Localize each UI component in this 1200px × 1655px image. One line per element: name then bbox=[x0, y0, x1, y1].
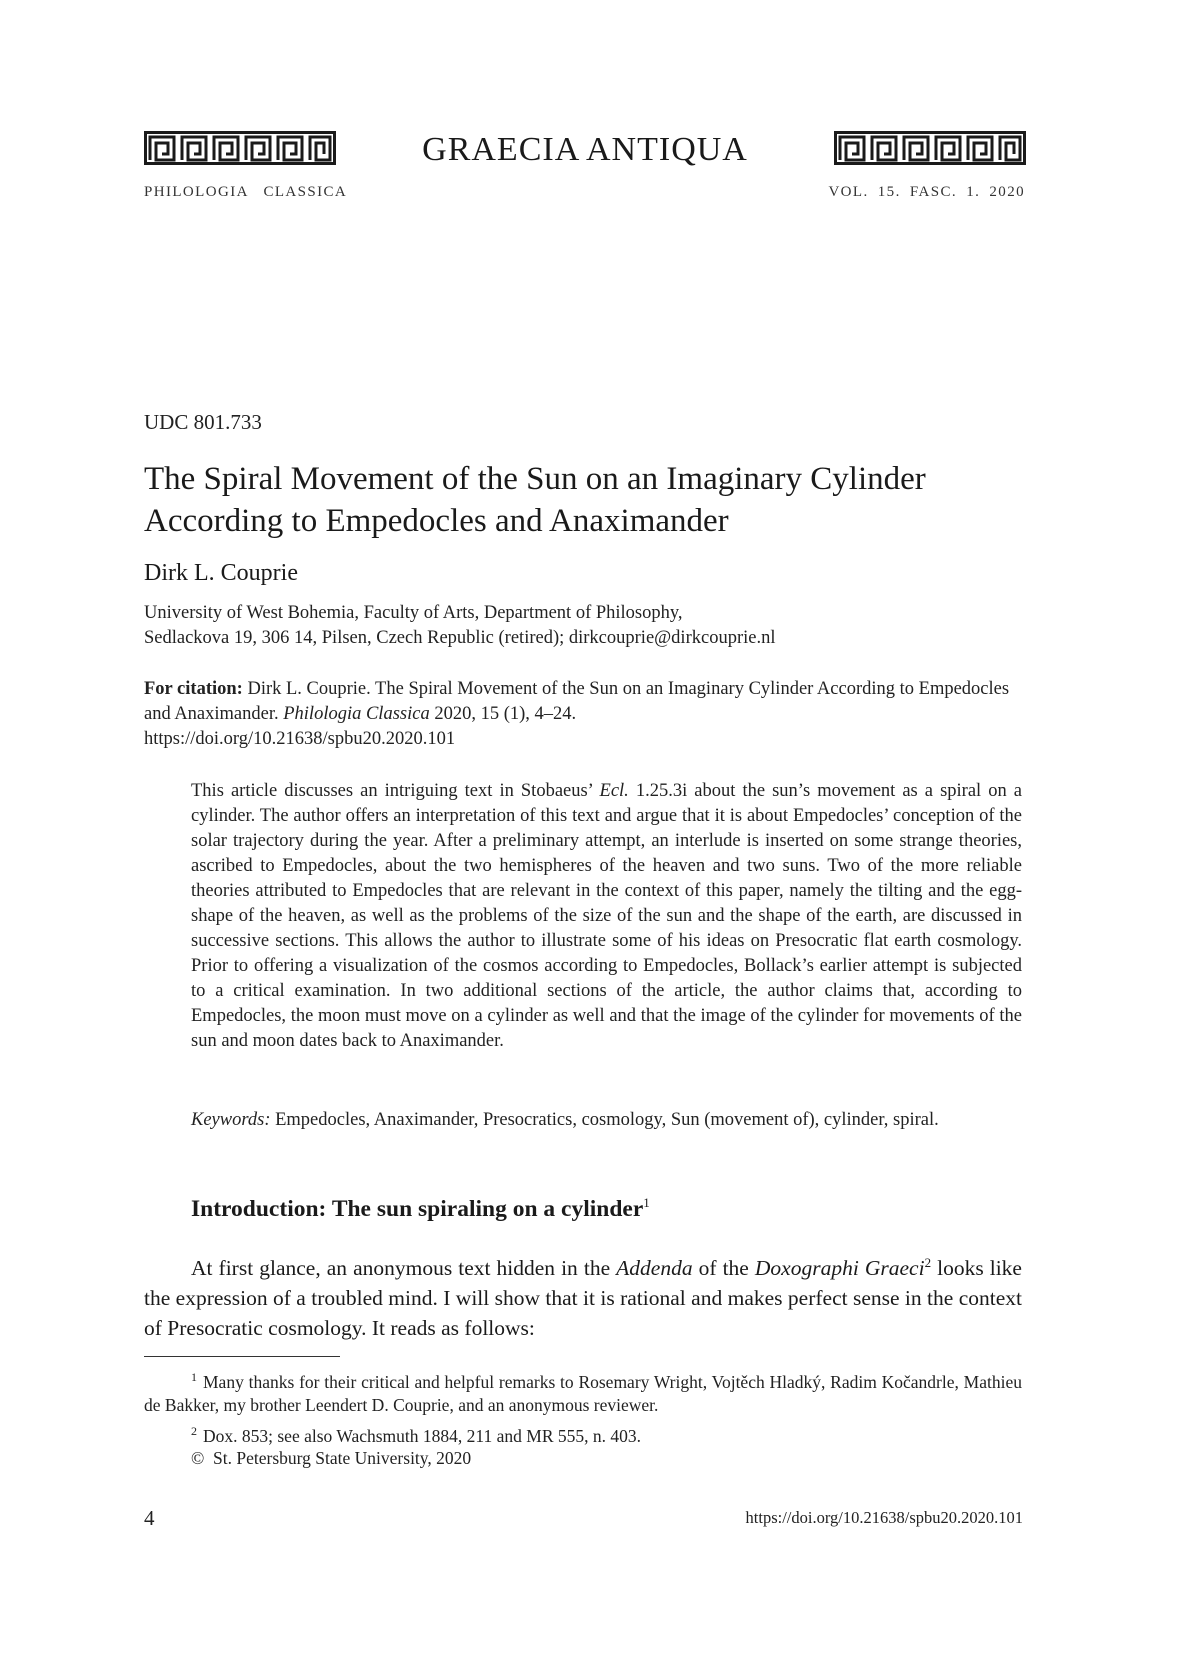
section-heading bbox=[191, 1195, 650, 1223]
footnote-ref-2[interactable]: 2 bbox=[924, 1255, 932, 1270]
journal-title: GRAECIA ANTIQUA bbox=[422, 131, 748, 168]
page-number: 4 bbox=[144, 1506, 155, 1530]
article-title bbox=[144, 458, 1044, 542]
copyright-notice: © St. Petersburg State University, 2020 bbox=[191, 1448, 472, 1468]
footnotes bbox=[144, 1366, 1022, 1450]
greek-key-meander-icon bbox=[834, 131, 1026, 165]
abstract-text-start: This article discusses an intriguing text in Stobaeus’ bbox=[191, 781, 600, 801]
keywords-text: Empedocles, Anaximander, Presocratics, cosmology, Sun (movement of), cylinder, spiral. bbox=[270, 1110, 939, 1130]
body-text-3: looks like the expression of a troubled mind. I will show that it is rational and makes perfect sense in the context of Presocratic cosmology. It reads as follows: bbox=[144, 1256, 1022, 1341]
keywords-label: Keywords: bbox=[191, 1110, 271, 1130]
affiliation-line-1: University of West Bohemia, Faculty of Arts, Department of Philosophy, bbox=[144, 603, 683, 623]
citation-text: Dirk L. Couprie. The Spiral Movement of the Sun on an Imaginary Cylinder According to Empedocles and Anaximander. bbox=[144, 679, 1010, 724]
body-text-1: At first glance, an anonymous text hidden in the bbox=[191, 1256, 617, 1281]
abstract-text-rest: 1.25.3i about the sun’s movement as a spiral on a cylinder. The author offers an interpretation of this text and argue that it is about Empedocles’ conception of the solar trajectory during the year. After a preliminary attempt, an interlude is inserted on some strange theories, ascribed to Empedocles, about the two hemispheres of the heaven and two suns. Two of the more reliable theories attributed to Empedocles that are relevant in the context of this paper, namely the tilting and the egg-shape of the heaven, as well as the problems of the size of the sun and the shape of the earth, are discussed in successive sections. This allows the author to illustrate some of his ideas on Presocratic flat earth cosmology. Prior to offering a visualization of the cosmos according to Empedocles, Bollack’s earlier attempt is subjected to a critical examination. In two additional sections of the article, the author claims that, according to Empedocles, the moon must move on a cylinder as well and that the image of the cylinder for movements of the sun and moon dates back to Anaximander. bbox=[191, 781, 1022, 1051]
body-paragraph bbox=[144, 1248, 1022, 1343]
series-label: PHILOLOGIA CLASSICA bbox=[144, 184, 348, 200]
section-heading-text: Introduction: The sun spiraling on a cylinder bbox=[191, 1195, 644, 1222]
affiliation-line-2: Sedlackova 19, 306 14, Pilsen, Czech Republic (retired); dirkcouprie@dirkcouprie.nl bbox=[144, 628, 776, 648]
author-affiliation bbox=[144, 601, 1024, 651]
body-italic-addenda: Addenda bbox=[616, 1256, 693, 1281]
footnote-2 bbox=[144, 1420, 1022, 1448]
article-title-line-2: According to Empedocles and Anaximander bbox=[144, 503, 729, 539]
footnote-divider bbox=[144, 1356, 340, 1357]
body-text-2: of the bbox=[692, 1256, 755, 1281]
greek-key-meander-icon bbox=[144, 131, 336, 165]
footnote-text: Dox. 853; see also Wachsmuth 1884, 211 and MR 555, n. 403. bbox=[203, 1425, 642, 1446]
citation-doi-link[interactable]: https://doi.org/10.21638/spbu20.2020.101 bbox=[144, 729, 456, 749]
article-title-line-1: The Spiral Movement of the Sun on an Imaginary Cylinder bbox=[144, 461, 926, 497]
keywords bbox=[191, 1108, 1022, 1133]
author-name: Dirk L. Couprie bbox=[144, 560, 298, 586]
citation-label: For citation: bbox=[144, 679, 243, 699]
footnote-text: Many thanks for their critical and helpful remarks to Rosemary Wright, Vojtěch Hladký, Radim Kočandrle, Mathieu de Bakker, my brother Leendert D. Couprie, and an anonymous reviewer. bbox=[144, 1371, 1022, 1416]
footnote-number: 2 bbox=[191, 1423, 197, 1438]
body-italic-doxographi: Doxographi Graeci bbox=[754, 1256, 925, 1281]
volume-label: VOL. 15. FASC. 1. 2020 bbox=[828, 184, 1025, 200]
citation-details: 2020, 15 (1), 4–24. bbox=[429, 704, 577, 724]
footer-doi-link[interactable]: https://doi.org/10.21638/spbu20.2020.101 bbox=[745, 1508, 1023, 1527]
footnote-ref-1[interactable]: 1 bbox=[643, 1195, 650, 1210]
footnote-1 bbox=[144, 1366, 1022, 1418]
abstract-italic-ref: Ecl. bbox=[599, 781, 629, 801]
footnote-number: 1 bbox=[191, 1370, 197, 1384]
udc-code: UDC 801.733 bbox=[144, 410, 262, 434]
citation-block bbox=[144, 677, 1022, 752]
citation-journal: Philologia Classica bbox=[283, 704, 430, 724]
abstract bbox=[191, 779, 1022, 1054]
